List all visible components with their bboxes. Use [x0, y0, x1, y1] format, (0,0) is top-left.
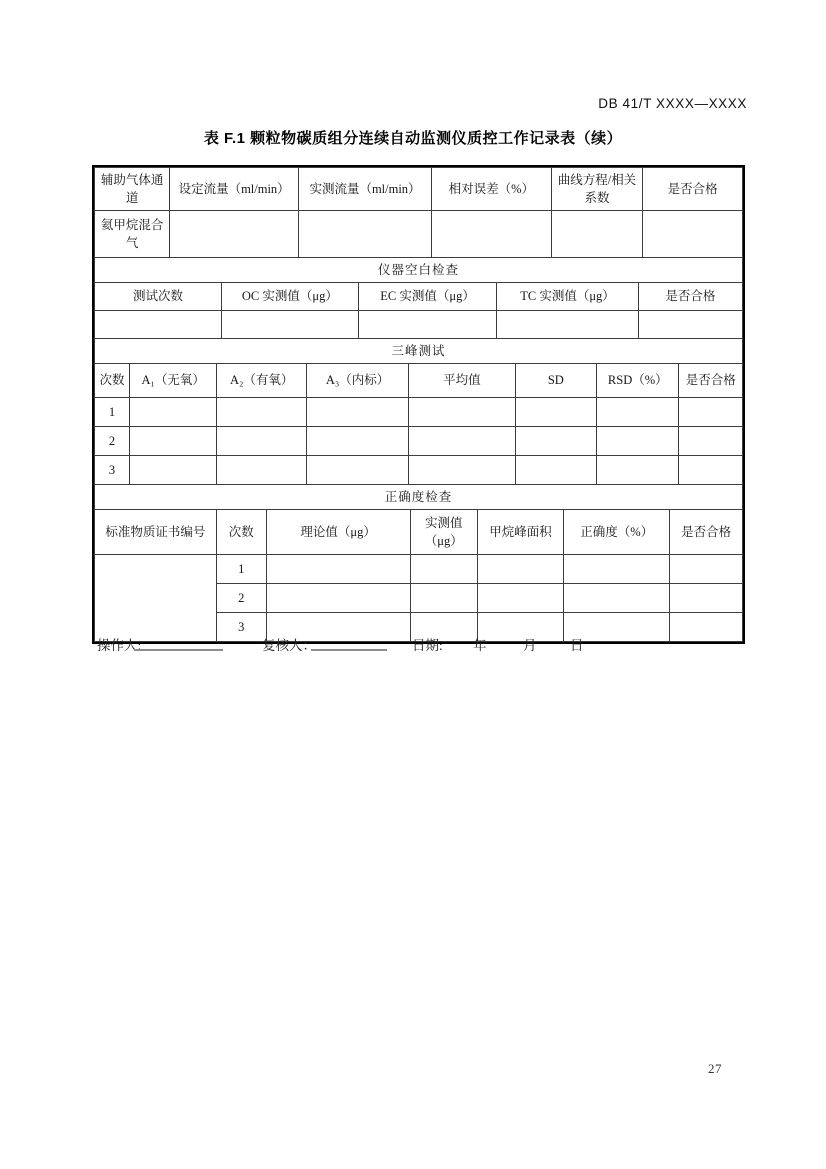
blank-check-table [94, 257, 743, 339]
blank-cell [358, 311, 497, 339]
header-accuracy: 正确度（%） [564, 510, 670, 555]
blank-cell [306, 427, 408, 456]
blank-cell [564, 555, 670, 584]
blank-cell [431, 211, 551, 258]
section-title-blank-check: 仪器空白检查 [95, 258, 743, 283]
blank-cell [409, 398, 515, 427]
blank-cell [222, 311, 359, 339]
day-label: 日 [570, 638, 584, 653]
header-theoretical-value: 理论值（μg） [266, 510, 410, 555]
blank-cell [515, 456, 597, 485]
header-test-times: 测试次数 [95, 283, 222, 311]
blank-cell [410, 584, 477, 613]
header-pass-fail: 是否合格 [643, 168, 743, 211]
operator-label: 操作人: [97, 638, 142, 653]
blank-cell [299, 211, 432, 258]
blank-cell [638, 311, 742, 339]
blank-cell [217, 398, 306, 427]
gas-name-cell: 氦甲烷混合气 [95, 211, 170, 258]
header-tc-measured: TC 实测值（μg） [497, 283, 638, 311]
blank-cell [551, 211, 642, 258]
blank-cell [515, 398, 597, 427]
header-ec-measured: EC 实测值（μg） [358, 283, 497, 311]
table-row [95, 398, 743, 427]
accuracy-check-table [94, 484, 743, 642]
header-rsd: RSD（%） [597, 364, 679, 398]
header-curve-equation: 曲线方程/相关系数 [551, 168, 642, 211]
aux-gas-table [94, 167, 743, 258]
header-a2-oxic: A₂（有氧） [217, 364, 306, 398]
header-pass-fail: 是否合格 [670, 510, 743, 555]
header-times: 次数 [95, 364, 130, 398]
header-relative-error: 相对误差（%） [431, 168, 551, 211]
blank-cell [670, 584, 743, 613]
section-title-three-peak: 三峰测试 [95, 339, 743, 364]
page-number: 27 [708, 1061, 722, 1076]
blank-cell [679, 456, 743, 485]
header-aux-gas-channel: 辅助气体通道 [95, 168, 170, 211]
blank-cell [129, 456, 216, 485]
blank-cell [477, 584, 563, 613]
blank-cell [129, 427, 216, 456]
table-row [95, 456, 743, 485]
blank-cell [129, 398, 216, 427]
blank-cell [515, 427, 597, 456]
blank-cell [670, 555, 743, 584]
header-reference-material-cert-no: 标准物质证书编号 [95, 510, 217, 555]
blank-cell [266, 584, 410, 613]
month-label: 月 [523, 638, 537, 653]
row-number-cell: 2 [216, 584, 266, 613]
header-pass-fail: 是否合格 [679, 364, 743, 398]
date-label: 日期: [412, 638, 443, 653]
year-label: 年 [473, 638, 487, 653]
blank-cell [643, 211, 743, 258]
table-title: 表 F.1 颗粒物碳质组分连续自动监测仪质控工作记录表（续） [203, 130, 623, 147]
blank-cell [679, 427, 743, 456]
blank-cell [95, 311, 222, 339]
blank-cell [497, 311, 638, 339]
header-measured-value: 实测值（μg） [410, 510, 477, 555]
table-row [95, 311, 743, 339]
blank-cell [597, 398, 679, 427]
blank-cell [217, 427, 306, 456]
blank-cell [409, 427, 515, 456]
blank-cell [306, 398, 408, 427]
header-mean: 平均值 [409, 364, 515, 398]
row-number-cell: 1 [216, 555, 266, 584]
blank-cell [564, 584, 670, 613]
header-measured-flow: 实测流量（ml/min） [299, 168, 432, 211]
blank-cell [266, 555, 410, 584]
header-methane-peak-area: 甲烷峰面积 [477, 510, 563, 555]
row-number-cell: 3 [216, 613, 266, 642]
table-row [95, 555, 743, 584]
header-a3-internal-standard: A₃（内标） [306, 364, 408, 398]
row-number-cell: 2 [95, 427, 130, 456]
row-number-cell: 1 [95, 398, 130, 427]
header-set-flow: 设定流量（ml/min） [170, 168, 299, 211]
reviewer-signature-line [311, 634, 387, 651]
cert-number-cell [95, 555, 217, 642]
table-row [95, 211, 743, 258]
table-row [95, 427, 743, 456]
header-pass-fail: 是否合格 [638, 283, 742, 311]
section-title-accuracy: 正确度检查 [95, 485, 743, 510]
blank-cell [170, 211, 299, 258]
row-number-cell: 3 [95, 456, 130, 485]
blank-cell [217, 456, 306, 485]
qc-record-table [92, 165, 745, 644]
blank-cell [597, 456, 679, 485]
blank-cell [409, 456, 515, 485]
blank-cell [477, 555, 563, 584]
header-oc-measured: OC 实测值（μg） [222, 283, 359, 311]
three-peak-table [94, 338, 743, 485]
signature-footer [0, 634, 826, 656]
blank-cell [306, 456, 408, 485]
header-times: 次数 [216, 510, 266, 555]
blank-cell [410, 555, 477, 584]
blank-cell [597, 427, 679, 456]
blank-cell [679, 398, 743, 427]
operator-signature-line [134, 634, 223, 651]
standard-code: DB 41/T XXXX—XXXX [598, 96, 747, 111]
header-a1-anoxic: A₁（无氧） [129, 364, 216, 398]
reviewer-label: 复核人： [262, 638, 316, 653]
header-sd: SD [515, 364, 597, 398]
